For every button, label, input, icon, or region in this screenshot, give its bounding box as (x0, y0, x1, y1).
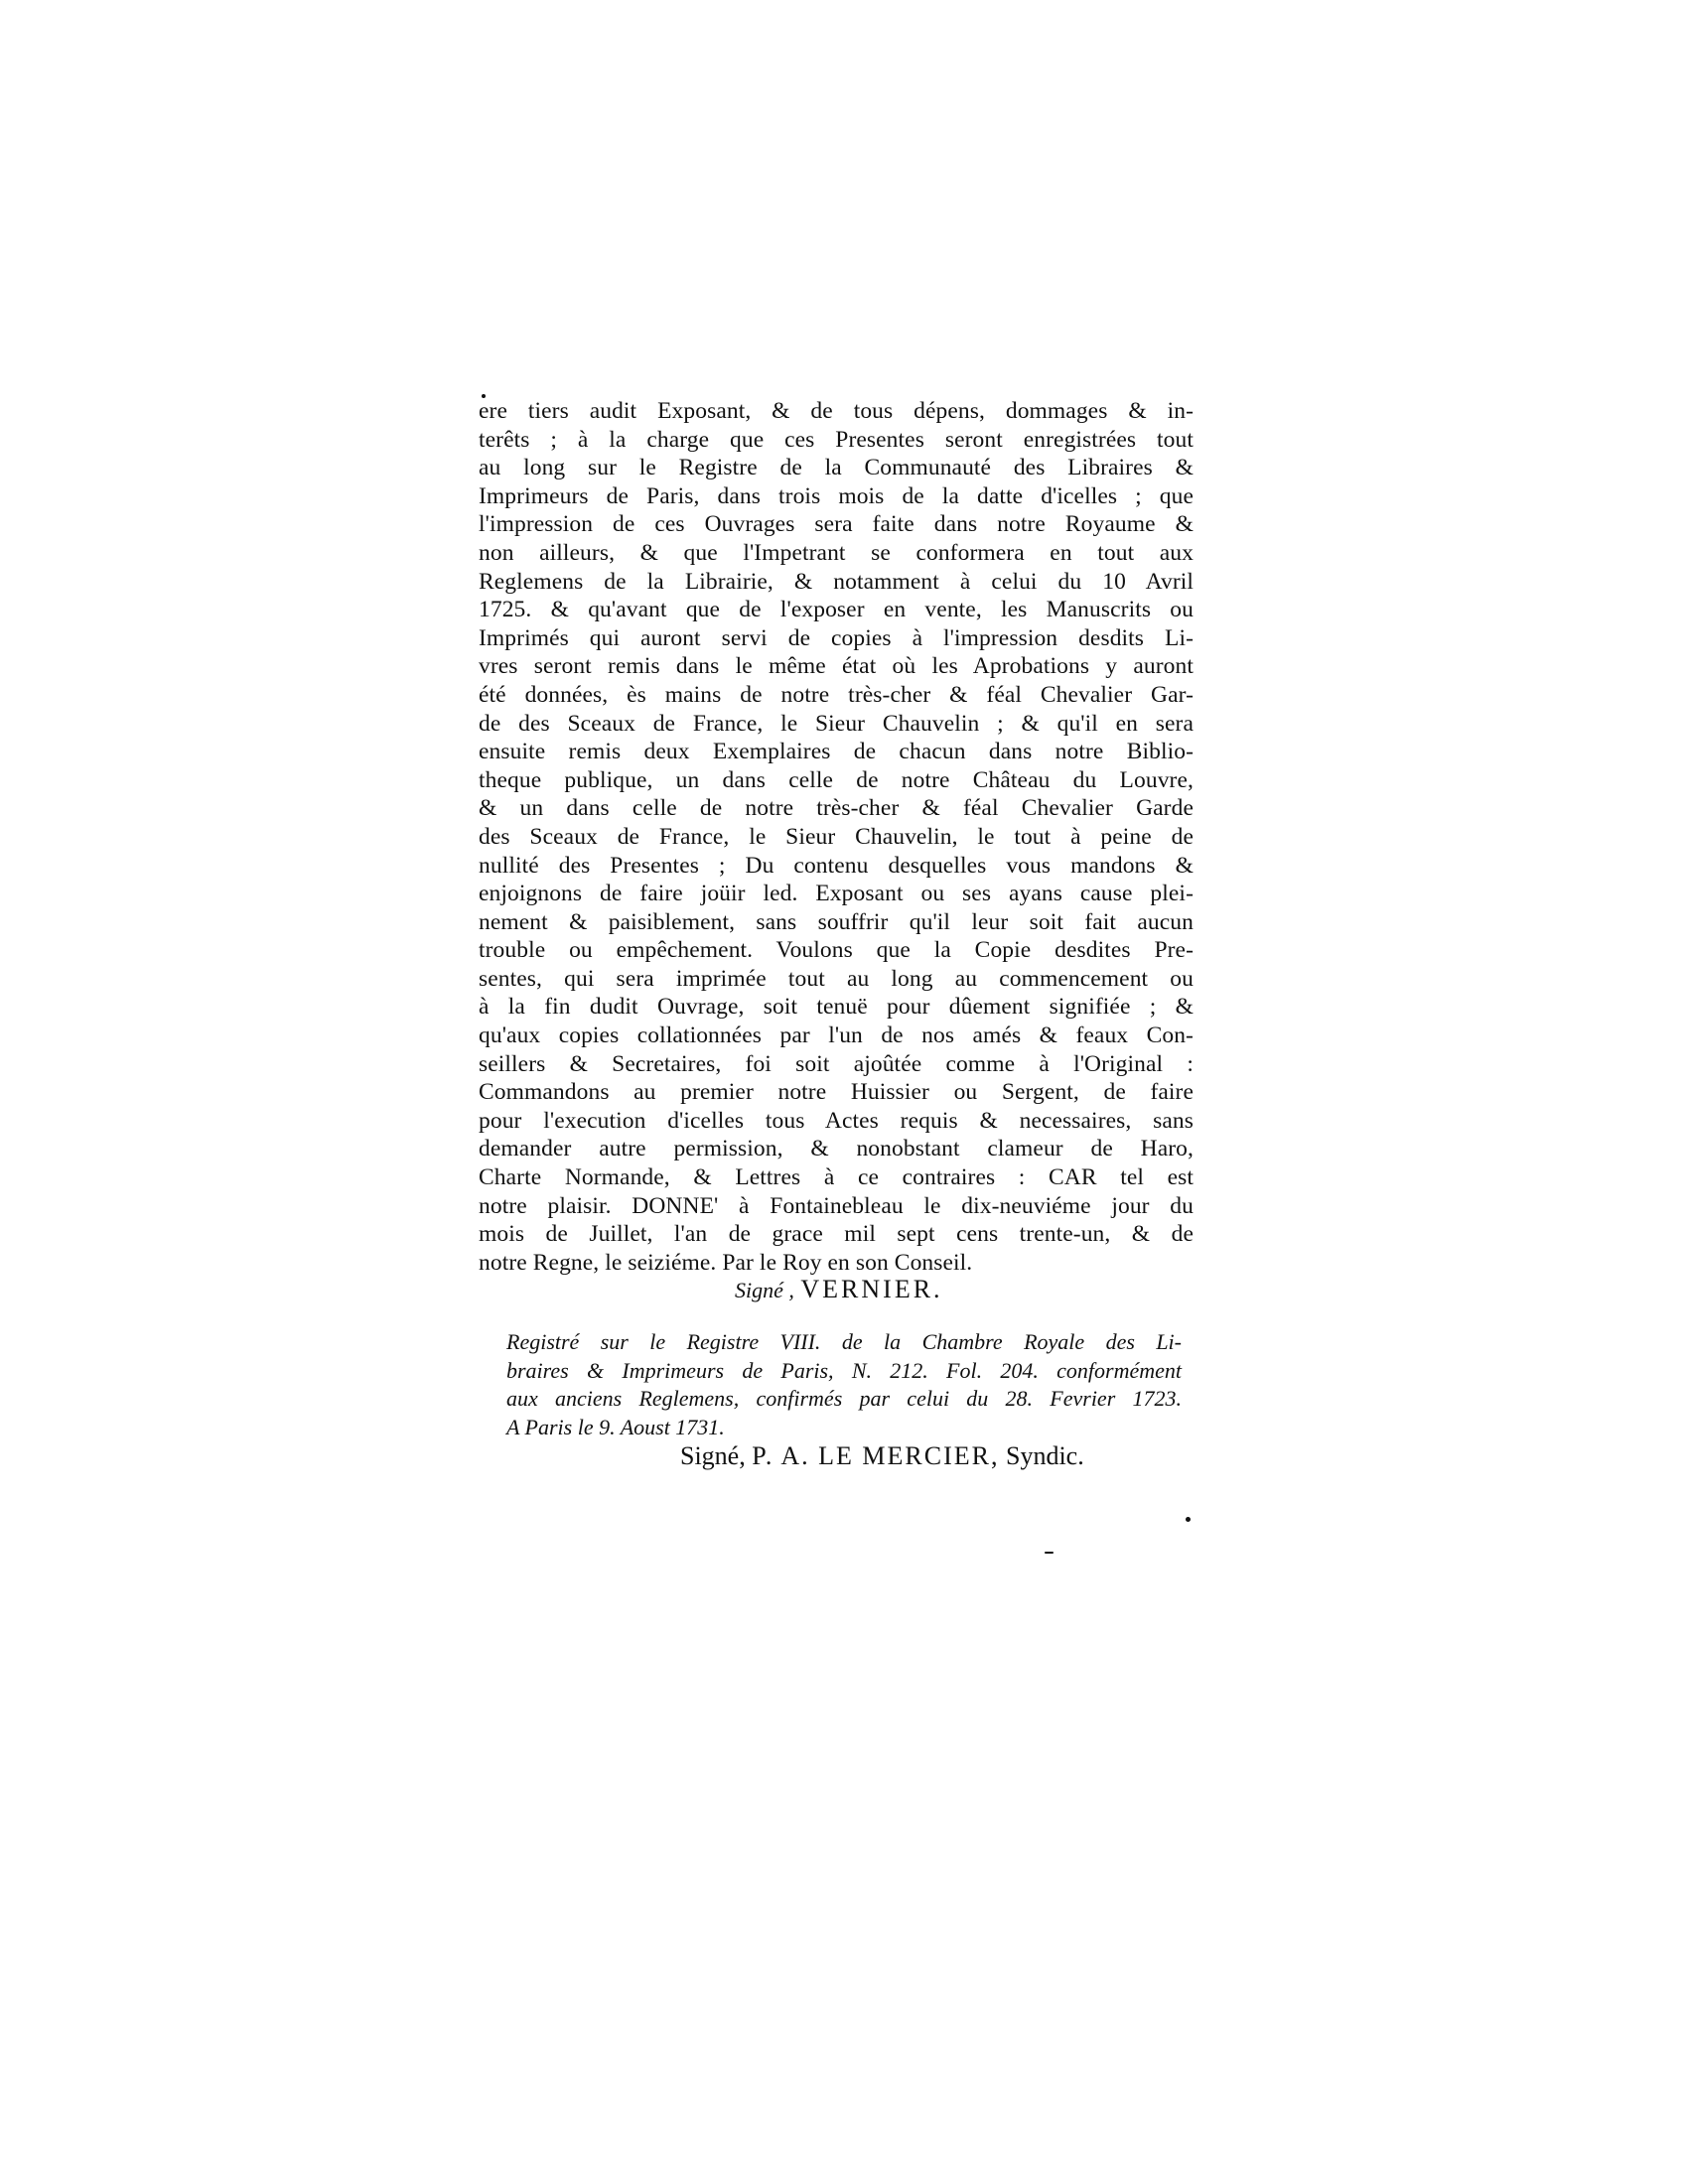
text-line: Imprimeurs de Paris, dans trois mois de la datte d'icelles ; que (479, 482, 1194, 509)
text-line: 1725. & qu'avant que de l'exposer en vente, les Manuscrits ou (479, 597, 1194, 623)
registration-note (506, 1328, 1182, 1441)
text-line: notre Regne, le seiziéme. Par le Roy en son Conseil. (479, 1249, 973, 1276)
text-line: Commandons au premier notre Huissier ou Sergent, de faire (479, 1079, 1194, 1106)
text-line: nement & paisiblement, sans souffrir qu'il leur soit fait aucun (479, 908, 1194, 935)
text-line: ere tiers audit Exposant, & de tous dépens, dommages & in- (479, 398, 1194, 424)
registration-line: aux anciens Reglemens, confirmés par celui du 28. Fevrier 1723. (506, 1386, 1182, 1412)
text-line: & un dans celle de notre très-cher & féal Chevalier Garde (479, 795, 1194, 822)
signature-label: Signé, (680, 1441, 746, 1470)
text-line: Charte Normande, & Lettres à ce contraires : CAR tel est (479, 1164, 1194, 1191)
text-line: notre plaisir. DONNE' à Fontainebleau le dix-neuviéme jour du (479, 1192, 1194, 1219)
text-line: theque publique, un dans celle de notre Château du Louvre, (479, 766, 1194, 793)
signature-vernier (735, 1275, 943, 1304)
text-line: sentes, qui sera imprimée tout au long au commencement ou (479, 965, 1194, 992)
text-line: au long sur le Registre de la Communauté des Libraires & (479, 455, 1194, 481)
text-line: nullité des Presentes ; Du contenu desquelles vous mandons & (479, 852, 1194, 879)
ink-speck (1186, 1517, 1191, 1522)
text-line: de des Sceaux de France, le Sieur Chauvelin ; & qu'il en sera (479, 710, 1194, 737)
text-line: demander autre permission, & nonobstant clameur de Haro, (479, 1136, 1194, 1162)
text-line: ensuite remis deux Exemplaires de chacun dans notre Biblio- (479, 739, 1194, 765)
signatory-title: Syndic. (1005, 1441, 1084, 1470)
signatory-name: VERNIER. (800, 1275, 943, 1303)
signatory-name: P. A. LE MERCIER, (752, 1441, 1000, 1470)
text-line: été données, ès mains de notre très-cher & féal Chevalier Gar- (479, 681, 1194, 708)
privilege-text (479, 397, 1194, 1277)
text-line: trouble ou empêchement. Voulons que la Copie desdites Pre- (479, 937, 1194, 964)
text-line: non ailleurs, & que l'Impetrant se conformera en tout aux (479, 539, 1194, 566)
registration-line: braires & Imprimeurs de Paris, N. 212. Fol. 204. conformément (506, 1357, 1182, 1383)
text-line: à la fin dudit Ouvrage, soit tenuë pour dûement signifiée ; & (479, 994, 1194, 1021)
text-line: seillers & Secretaires, foi soit ajoûtée comme à l'Original : (479, 1050, 1194, 1077)
text-line: Imprimés qui auront servi de copies à l'impression desdits Li- (479, 624, 1194, 651)
text-line: Reglemens de la Librairie, & notamment à celui du 10 Avril (479, 568, 1194, 595)
signature-le-mercier (680, 1441, 1084, 1471)
text-line: l'impression de ces Ouvrages sera faite dans notre Royaume & (479, 511, 1194, 538)
registration-line: A Paris le 9. Aoust 1731. (506, 1414, 725, 1439)
text-line: vres seront remis dans le même état où les Aprobations y auront (479, 653, 1194, 680)
registration-line: Registré sur le Registre VIII. de la Chambre Royale des Li- (506, 1329, 1182, 1354)
text-line: terêts ; à la charge que ces Presentes seront enregistrées tout (479, 426, 1194, 453)
text-line: des Sceaux de France, le Sieur Chauvelin, le tout à peine de (479, 823, 1194, 850)
text-line: qu'aux copies collationnées par l'un de nos amés & feaux Con- (479, 1023, 1194, 1049)
text-line: pour l'execution d'icelles tous Actes requis & necessaires, sans (479, 1107, 1194, 1134)
text-line: enjoignons de faire joüir led. Exposant ou ses ayans cause plei- (479, 881, 1194, 907)
signature-label: Signé , (735, 1278, 794, 1302)
ink-speck (1045, 1552, 1054, 1554)
text-line: mois de Juillet, l'an de grace mil sept cens trente-un, & de (479, 1221, 1194, 1248)
